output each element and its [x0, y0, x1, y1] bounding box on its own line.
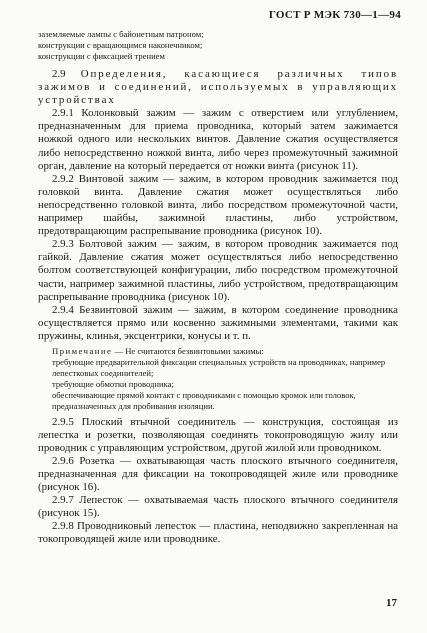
- note-line: — Не считаются безвинтовыми зажимы:: [114, 345, 264, 356]
- paragraph-2-9-1: [38, 107, 398, 172]
- paragraph-number: 2.9.4: [52, 303, 74, 316]
- list-item: конструкции с вращающимся наконечником;: [38, 40, 203, 51]
- note-block: [38, 346, 398, 413]
- section-number: 2.9: [52, 68, 66, 80]
- paragraph-number: 2.9.2: [52, 172, 74, 185]
- paragraph-number: 2.9.6: [52, 454, 74, 467]
- body-text: [38, 68, 398, 546]
- list-item: заземляемые лампы с байонетным патроном;: [38, 29, 204, 39]
- paragraph-text: Лепесток — охватываемая часть плоского втычного соединителя (рисунок 15).: [38, 494, 398, 520]
- paragraph-text: Плоский втычной соединитель — конструкция, состоящая из лепестка и розетки, позволяющая соединять токопроводящую жилу или проводник с управляющим устройством, другой жилой или проводником.: [38, 415, 398, 454]
- paragraph-number: 2.9.3: [52, 238, 74, 251]
- paragraph-2-9-4: [38, 304, 398, 343]
- paragraph-text: Колонковый зажим — зажим с отверстием или углублением, предназначенным для приема проводника, который затем зажимается ножкой одного или нескольких винтов. Давление сжатия осуществляется либо непосредственно ножкой винта, либо через промежуточный зажимной орган, давление на который передается от ножки винта (рисунок 11).: [38, 107, 398, 172]
- paragraph-2-9-2: [38, 173, 398, 238]
- paragraph-text: Болтовой зажим — зажим, в котором проводник зажимается под гайкой. Давление сжатия может осуществляться либо непосредственно болтом соответствующей конфигурации, либо посредством промежуточной части, например зажимной пластины, либо устройством, предотвращающим распрепывание проводника (рисунок 10).: [38, 238, 398, 303]
- paragraph-2-9-5: [38, 416, 398, 455]
- paragraph-text: Винтовой зажим — зажим, в котором проводник зажимается под головкой винта. Давление сжатия может осуществляться либо непосредственно головкой винта, либо посредством промежуточной части, например шайбы, зажимной пластины, либо устройством, предотвращающим распрепывание проводника (рисунок 10).: [38, 172, 398, 238]
- document-header-code: ГОСТ Р МЭК 730—1—94: [268, 9, 401, 21]
- paragraph-2-9-3: [38, 238, 398, 303]
- paragraph-text: Безвинтовой зажим — зажим, в котором соединение проводника осуществляется прямо или косвенно зажимными элементами, такими как пружины, клинья, эксцентрики, конусы и т. п.: [38, 303, 398, 342]
- section-heading-2-9: [38, 68, 398, 107]
- paragraph-number: 2.9.5: [52, 415, 74, 428]
- list-item: конструкции с фиксацией трением: [38, 51, 165, 62]
- paragraph-number: 2.9.7: [52, 494, 74, 507]
- paragraph-number: 2.9.1: [52, 107, 74, 120]
- section-title: Определения, касающиеся различных типов зажимов и соединений, используемых в управляющих устройствах: [38, 68, 398, 107]
- paragraph-2-9-8: [38, 520, 398, 546]
- top-list: [38, 29, 398, 63]
- paragraph-2-9-6: [38, 455, 398, 494]
- paragraph-number: 2.9.8: [52, 520, 74, 533]
- note-line: обеспечивающие прямой контакт с проводниками с помощью кромок или головок, предназначенных для пробивания изоляции.: [52, 390, 356, 412]
- paragraph-text: Розетка — охватывающая часть плоского втычного соединителя, предназначенная для фиксации на токопроводящей жиле или проводнике (рисунок 16).: [38, 454, 398, 493]
- note-line: требующие предварительной фиксации специальных устройств на проводниках, например лепестковых соединителей;: [52, 357, 386, 379]
- note-label: Примечание: [52, 345, 113, 356]
- page-number: 17: [386, 597, 397, 609]
- note-first-line: [38, 346, 398, 357]
- note-line: требующие обмотки проводника;: [52, 379, 174, 390]
- paragraph-2-9-7: [38, 494, 398, 520]
- paragraph-text: Проводниковый лепесток — пластина, неподвижно закрепленная на токопроводящей жиле или проводнике.: [38, 520, 398, 546]
